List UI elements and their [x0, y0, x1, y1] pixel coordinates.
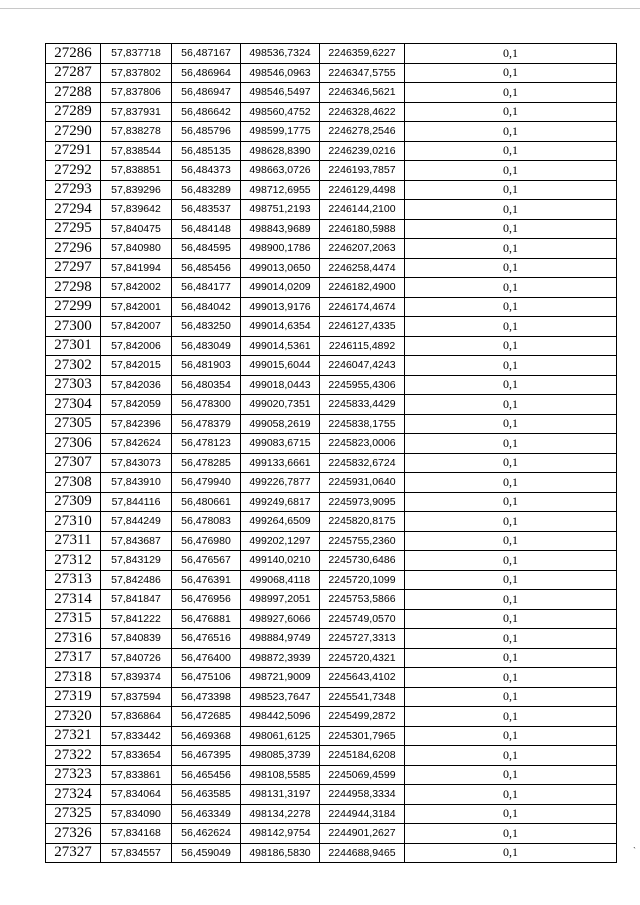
latitude-cell: 57,842624 — [101, 434, 172, 454]
point-number-cell: 27289 — [46, 102, 101, 122]
x-coordinate-cell: 499202,1297 — [241, 531, 320, 551]
longitude-cell: 56,459049 — [172, 843, 241, 863]
x-coordinate-cell: 499014,6354 — [241, 317, 320, 337]
point-number-cell: 27310 — [46, 512, 101, 532]
longitude-cell: 56,484373 — [172, 161, 241, 181]
top-edge-line — [0, 0, 640, 9]
longitude-cell: 56,462624 — [172, 824, 241, 844]
point-number-cell: 27323 — [46, 765, 101, 785]
accuracy-cell: 0,1 — [405, 317, 617, 337]
accuracy-cell: 0,1 — [405, 44, 617, 64]
point-number-cell: 27298 — [46, 278, 101, 298]
table-row — [46, 570, 617, 590]
latitude-cell: 57,838278 — [101, 122, 172, 142]
y-coordinate-cell: 2245838,1755 — [320, 414, 405, 434]
table-row — [46, 746, 617, 766]
longitude-cell: 56,476400 — [172, 648, 241, 668]
y-coordinate-cell: 2246328,4622 — [320, 102, 405, 122]
longitude-cell: 56,475106 — [172, 668, 241, 688]
y-coordinate-cell: 2246347,5755 — [320, 63, 405, 83]
y-coordinate-cell: 2246278,2546 — [320, 122, 405, 142]
y-coordinate-cell: 2245820,8175 — [320, 512, 405, 532]
table-row — [46, 161, 617, 181]
latitude-cell: 57,843073 — [101, 453, 172, 473]
latitude-cell: 57,837802 — [101, 63, 172, 83]
latitude-cell: 57,844116 — [101, 492, 172, 512]
accuracy-cell: 0,1 — [405, 278, 617, 298]
x-coordinate-cell: 499013,9176 — [241, 297, 320, 317]
x-coordinate-cell: 499140,0210 — [241, 551, 320, 571]
longitude-cell: 56,478285 — [172, 453, 241, 473]
point-number-cell: 27301 — [46, 336, 101, 356]
y-coordinate-cell: 2246180,5988 — [320, 219, 405, 239]
table-row — [46, 200, 617, 220]
margin-mark: ` — [633, 846, 636, 856]
latitude-cell: 57,841222 — [101, 609, 172, 629]
longitude-cell: 56,486964 — [172, 63, 241, 83]
longitude-cell: 56,487167 — [172, 44, 241, 64]
y-coordinate-cell: 2245753,5866 — [320, 590, 405, 610]
y-coordinate-cell: 2244958,3334 — [320, 785, 405, 805]
accuracy-cell: 0,1 — [405, 668, 617, 688]
latitude-cell: 57,842486 — [101, 570, 172, 590]
latitude-cell: 57,834168 — [101, 824, 172, 844]
y-coordinate-cell: 2245720,4321 — [320, 648, 405, 668]
longitude-cell: 56,484042 — [172, 297, 241, 317]
point-number-cell: 27316 — [46, 629, 101, 649]
x-coordinate-cell: 498843,9689 — [241, 219, 320, 239]
table-row — [46, 414, 617, 434]
x-coordinate-cell: 498927,6066 — [241, 609, 320, 629]
latitude-cell: 57,837806 — [101, 83, 172, 103]
latitude-cell: 57,838851 — [101, 161, 172, 181]
table-row — [46, 375, 617, 395]
longitude-cell: 56,478083 — [172, 512, 241, 532]
accuracy-cell: 0,1 — [405, 219, 617, 239]
x-coordinate-cell: 498108,5585 — [241, 765, 320, 785]
longitude-cell: 56,483049 — [172, 336, 241, 356]
longitude-cell: 56,476567 — [172, 551, 241, 571]
point-number-cell: 27293 — [46, 180, 101, 200]
y-coordinate-cell: 2246127,4335 — [320, 317, 405, 337]
y-coordinate-cell: 2246129,4498 — [320, 180, 405, 200]
x-coordinate-cell: 498997,2051 — [241, 590, 320, 610]
accuracy-cell: 0,1 — [405, 590, 617, 610]
accuracy-cell: 0,1 — [405, 824, 617, 844]
point-number-cell: 27324 — [46, 785, 101, 805]
accuracy-cell: 0,1 — [405, 434, 617, 454]
latitude-cell: 57,841994 — [101, 258, 172, 278]
latitude-cell: 57,844249 — [101, 512, 172, 532]
latitude-cell: 57,842036 — [101, 375, 172, 395]
latitude-cell: 57,840839 — [101, 629, 172, 649]
longitude-cell: 56,483537 — [172, 200, 241, 220]
point-number-cell: 27305 — [46, 414, 101, 434]
y-coordinate-cell: 2245301,7965 — [320, 726, 405, 746]
point-number-cell: 27306 — [46, 434, 101, 454]
longitude-cell: 56,465456 — [172, 765, 241, 785]
longitude-cell: 56,484595 — [172, 239, 241, 259]
accuracy-cell: 0,1 — [405, 161, 617, 181]
point-number-cell: 27309 — [46, 492, 101, 512]
longitude-cell: 56,472685 — [172, 707, 241, 727]
x-coordinate-cell: 498546,0963 — [241, 63, 320, 83]
longitude-cell: 56,463349 — [172, 804, 241, 824]
longitude-cell: 56,478379 — [172, 414, 241, 434]
y-coordinate-cell: 2245955,4306 — [320, 375, 405, 395]
longitude-cell: 56,473398 — [172, 687, 241, 707]
longitude-cell: 56,484177 — [172, 278, 241, 298]
latitude-cell: 57,836864 — [101, 707, 172, 727]
table-row — [46, 102, 617, 122]
table-row — [46, 551, 617, 571]
table-row — [46, 453, 617, 473]
table-row — [46, 317, 617, 337]
point-number-cell: 27294 — [46, 200, 101, 220]
y-coordinate-cell: 2245749,0570 — [320, 609, 405, 629]
point-number-cell: 27307 — [46, 453, 101, 473]
longitude-cell: 56,467395 — [172, 746, 241, 766]
table-row — [46, 707, 617, 727]
point-number-cell: 27295 — [46, 219, 101, 239]
point-number-cell: 27317 — [46, 648, 101, 668]
x-coordinate-cell: 498131,3197 — [241, 785, 320, 805]
accuracy-cell: 0,1 — [405, 512, 617, 532]
x-coordinate-cell: 498536,7324 — [241, 44, 320, 64]
point-number-cell: 27322 — [46, 746, 101, 766]
x-coordinate-cell: 499226,7877 — [241, 473, 320, 493]
point-number-cell: 27320 — [46, 707, 101, 727]
latitude-cell: 57,837718 — [101, 44, 172, 64]
accuracy-cell: 0,1 — [405, 492, 617, 512]
x-coordinate-cell: 499083,6715 — [241, 434, 320, 454]
accuracy-cell: 0,1 — [405, 765, 617, 785]
longitude-cell: 56,481903 — [172, 356, 241, 376]
accuracy-cell: 0,1 — [405, 356, 617, 376]
y-coordinate-cell: 2244944,3184 — [320, 804, 405, 824]
table-row — [46, 824, 617, 844]
point-number-cell: 27287 — [46, 63, 101, 83]
x-coordinate-cell: 499014,0209 — [241, 278, 320, 298]
x-coordinate-cell: 498061,6125 — [241, 726, 320, 746]
latitude-cell: 57,842396 — [101, 414, 172, 434]
x-coordinate-cell: 498085,3739 — [241, 746, 320, 766]
accuracy-cell: 0,1 — [405, 648, 617, 668]
longitude-cell: 56,485796 — [172, 122, 241, 142]
x-coordinate-cell: 498599,1775 — [241, 122, 320, 142]
accuracy-cell: 0,1 — [405, 453, 617, 473]
table-row — [46, 609, 617, 629]
x-coordinate-cell: 499020,7351 — [241, 395, 320, 415]
accuracy-cell: 0,1 — [405, 83, 617, 103]
x-coordinate-cell: 498884,9749 — [241, 629, 320, 649]
point-number-cell: 27303 — [46, 375, 101, 395]
y-coordinate-cell: 2245727,3313 — [320, 629, 405, 649]
table-row — [46, 434, 617, 454]
y-coordinate-cell: 2245643,4102 — [320, 668, 405, 688]
latitude-cell: 57,834064 — [101, 785, 172, 805]
point-number-cell: 27321 — [46, 726, 101, 746]
point-number-cell: 27299 — [46, 297, 101, 317]
point-number-cell: 27297 — [46, 258, 101, 278]
latitude-cell: 57,833654 — [101, 746, 172, 766]
x-coordinate-cell: 498628,8390 — [241, 141, 320, 161]
latitude-cell: 57,842002 — [101, 278, 172, 298]
x-coordinate-cell: 498900,1786 — [241, 239, 320, 259]
accuracy-cell: 0,1 — [405, 570, 617, 590]
table-row — [46, 278, 617, 298]
latitude-cell: 57,833442 — [101, 726, 172, 746]
accuracy-cell: 0,1 — [405, 804, 617, 824]
x-coordinate-cell: 498186,5830 — [241, 843, 320, 863]
y-coordinate-cell: 2245499,2872 — [320, 707, 405, 727]
point-number-cell: 27314 — [46, 590, 101, 610]
table-row — [46, 239, 617, 259]
latitude-cell: 57,842001 — [101, 297, 172, 317]
y-coordinate-cell: 2245541,7348 — [320, 687, 405, 707]
y-coordinate-cell: 2246047,4243 — [320, 356, 405, 376]
accuracy-cell: 0,1 — [405, 297, 617, 317]
point-number-cell: 27296 — [46, 239, 101, 259]
x-coordinate-cell: 499013,0650 — [241, 258, 320, 278]
accuracy-cell: 0,1 — [405, 375, 617, 395]
longitude-cell: 56,478300 — [172, 395, 241, 415]
y-coordinate-cell: 2245069,4599 — [320, 765, 405, 785]
table-row — [46, 473, 617, 493]
table-row — [46, 44, 617, 64]
y-coordinate-cell: 2245184,6208 — [320, 746, 405, 766]
accuracy-cell: 0,1 — [405, 122, 617, 142]
accuracy-cell: 0,1 — [405, 609, 617, 629]
x-coordinate-cell: 498560,4752 — [241, 102, 320, 122]
point-number-cell: 27304 — [46, 395, 101, 415]
longitude-cell: 56,476881 — [172, 609, 241, 629]
latitude-cell: 57,838544 — [101, 141, 172, 161]
point-number-cell: 27319 — [46, 687, 101, 707]
longitude-cell: 56,476980 — [172, 531, 241, 551]
y-coordinate-cell: 2246182,4900 — [320, 278, 405, 298]
point-number-cell: 27325 — [46, 804, 101, 824]
accuracy-cell: 0,1 — [405, 395, 617, 415]
latitude-cell: 57,840475 — [101, 219, 172, 239]
table-row — [46, 63, 617, 83]
accuracy-cell: 0,1 — [405, 551, 617, 571]
longitude-cell: 56,463585 — [172, 785, 241, 805]
y-coordinate-cell: 2245720,1099 — [320, 570, 405, 590]
x-coordinate-cell: 499015,6044 — [241, 356, 320, 376]
longitude-cell: 56,485456 — [172, 258, 241, 278]
accuracy-cell: 0,1 — [405, 200, 617, 220]
longitude-cell: 56,478123 — [172, 434, 241, 454]
table-row — [46, 336, 617, 356]
table-row — [46, 785, 617, 805]
latitude-cell: 57,842059 — [101, 395, 172, 415]
coordinates-table — [45, 43, 617, 863]
y-coordinate-cell: 2246193,7857 — [320, 161, 405, 181]
x-coordinate-cell: 498134,2278 — [241, 804, 320, 824]
latitude-cell: 57,837931 — [101, 102, 172, 122]
latitude-cell: 57,840726 — [101, 648, 172, 668]
point-number-cell: 27302 — [46, 356, 101, 376]
latitude-cell: 57,840980 — [101, 239, 172, 259]
x-coordinate-cell: 498142,9754 — [241, 824, 320, 844]
accuracy-cell: 0,1 — [405, 687, 617, 707]
y-coordinate-cell: 2245931,0640 — [320, 473, 405, 493]
longitude-cell: 56,483250 — [172, 317, 241, 337]
x-coordinate-cell: 498442,5096 — [241, 707, 320, 727]
table-row — [46, 590, 617, 610]
y-coordinate-cell: 2246144,2100 — [320, 200, 405, 220]
x-coordinate-cell: 498663,0726 — [241, 161, 320, 181]
x-coordinate-cell: 499058,2619 — [241, 414, 320, 434]
table-row — [46, 395, 617, 415]
table-row — [46, 687, 617, 707]
accuracy-cell: 0,1 — [405, 785, 617, 805]
point-number-cell: 27290 — [46, 122, 101, 142]
y-coordinate-cell: 2244901,2627 — [320, 824, 405, 844]
latitude-cell: 57,833861 — [101, 765, 172, 785]
x-coordinate-cell: 499014,5361 — [241, 336, 320, 356]
table-row — [46, 122, 617, 142]
latitude-cell: 57,842015 — [101, 356, 172, 376]
coordinates-table-body — [46, 44, 617, 863]
point-number-cell: 27288 — [46, 83, 101, 103]
x-coordinate-cell: 499018,0443 — [241, 375, 320, 395]
x-coordinate-cell: 498872,3939 — [241, 648, 320, 668]
latitude-cell: 57,843910 — [101, 473, 172, 493]
latitude-cell: 57,839296 — [101, 180, 172, 200]
longitude-cell: 56,485135 — [172, 141, 241, 161]
accuracy-cell: 0,1 — [405, 258, 617, 278]
table-row — [46, 765, 617, 785]
latitude-cell: 57,842007 — [101, 317, 172, 337]
longitude-cell: 56,476391 — [172, 570, 241, 590]
point-number-cell: 27308 — [46, 473, 101, 493]
table-row — [46, 180, 617, 200]
accuracy-cell: 0,1 — [405, 141, 617, 161]
y-coordinate-cell: 2245823,0006 — [320, 434, 405, 454]
accuracy-cell: 0,1 — [405, 180, 617, 200]
x-coordinate-cell: 498721,9009 — [241, 668, 320, 688]
latitude-cell: 57,837594 — [101, 687, 172, 707]
x-coordinate-cell: 499133,6661 — [241, 453, 320, 473]
x-coordinate-cell: 499264,6509 — [241, 512, 320, 532]
latitude-cell: 57,843687 — [101, 531, 172, 551]
accuracy-cell: 0,1 — [405, 473, 617, 493]
y-coordinate-cell: 2246346,5621 — [320, 83, 405, 103]
latitude-cell: 57,843129 — [101, 551, 172, 571]
y-coordinate-cell: 2245730,6486 — [320, 551, 405, 571]
y-coordinate-cell: 2245755,2360 — [320, 531, 405, 551]
latitude-cell: 57,842006 — [101, 336, 172, 356]
table-row — [46, 531, 617, 551]
accuracy-cell: 0,1 — [405, 239, 617, 259]
table-row — [46, 668, 617, 688]
point-number-cell: 27292 — [46, 161, 101, 181]
point-number-cell: 27327 — [46, 843, 101, 863]
table-row — [46, 843, 617, 863]
latitude-cell: 57,841847 — [101, 590, 172, 610]
x-coordinate-cell: 498523,7647 — [241, 687, 320, 707]
longitude-cell: 56,483289 — [172, 180, 241, 200]
table-row — [46, 804, 617, 824]
longitude-cell: 56,480661 — [172, 492, 241, 512]
table-row — [46, 512, 617, 532]
y-coordinate-cell: 2246174,4674 — [320, 297, 405, 317]
accuracy-cell: 0,1 — [405, 707, 617, 727]
point-number-cell: 27313 — [46, 570, 101, 590]
longitude-cell: 56,469368 — [172, 726, 241, 746]
y-coordinate-cell: 2246258,4474 — [320, 258, 405, 278]
x-coordinate-cell: 499249,6817 — [241, 492, 320, 512]
table-row — [46, 648, 617, 668]
latitude-cell: 57,834557 — [101, 843, 172, 863]
point-number-cell: 27315 — [46, 609, 101, 629]
accuracy-cell: 0,1 — [405, 531, 617, 551]
table-row — [46, 492, 617, 512]
point-number-cell: 27286 — [46, 44, 101, 64]
x-coordinate-cell: 498751,2193 — [241, 200, 320, 220]
point-number-cell: 27311 — [46, 531, 101, 551]
latitude-cell: 57,834090 — [101, 804, 172, 824]
accuracy-cell: 0,1 — [405, 726, 617, 746]
accuracy-cell: 0,1 — [405, 102, 617, 122]
x-coordinate-cell: 498546,5497 — [241, 83, 320, 103]
table-row — [46, 297, 617, 317]
accuracy-cell: 0,1 — [405, 746, 617, 766]
y-coordinate-cell: 2246239,0216 — [320, 141, 405, 161]
longitude-cell: 56,476956 — [172, 590, 241, 610]
y-coordinate-cell: 2245973,9095 — [320, 492, 405, 512]
y-coordinate-cell: 2244688,9465 — [320, 843, 405, 863]
latitude-cell: 57,839374 — [101, 668, 172, 688]
accuracy-cell: 0,1 — [405, 629, 617, 649]
table-row — [46, 726, 617, 746]
latitude-cell: 57,839642 — [101, 200, 172, 220]
point-number-cell: 27291 — [46, 141, 101, 161]
point-number-cell: 27312 — [46, 551, 101, 571]
table-row — [46, 141, 617, 161]
table-row — [46, 258, 617, 278]
table-row — [46, 83, 617, 103]
longitude-cell: 56,486642 — [172, 102, 241, 122]
point-number-cell: 27300 — [46, 317, 101, 337]
longitude-cell: 56,476516 — [172, 629, 241, 649]
accuracy-cell: 0,1 — [405, 63, 617, 83]
accuracy-cell: 0,1 — [405, 414, 617, 434]
y-coordinate-cell: 2245833,4429 — [320, 395, 405, 415]
point-number-cell: 27318 — [46, 668, 101, 688]
accuracy-cell: 0,1 — [405, 843, 617, 863]
table-row — [46, 356, 617, 376]
longitude-cell: 56,479940 — [172, 473, 241, 493]
x-coordinate-cell: 498712,6955 — [241, 180, 320, 200]
accuracy-cell: 0,1 — [405, 336, 617, 356]
longitude-cell: 56,484148 — [172, 219, 241, 239]
y-coordinate-cell: 2246207,2063 — [320, 239, 405, 259]
y-coordinate-cell: 2246115,4892 — [320, 336, 405, 356]
x-coordinate-cell: 499068,4118 — [241, 570, 320, 590]
table-row — [46, 219, 617, 239]
y-coordinate-cell: 2246359,6227 — [320, 44, 405, 64]
table-row — [46, 629, 617, 649]
y-coordinate-cell: 2245832,6724 — [320, 453, 405, 473]
point-number-cell: 27326 — [46, 824, 101, 844]
longitude-cell: 56,480354 — [172, 375, 241, 395]
longitude-cell: 56,486947 — [172, 83, 241, 103]
